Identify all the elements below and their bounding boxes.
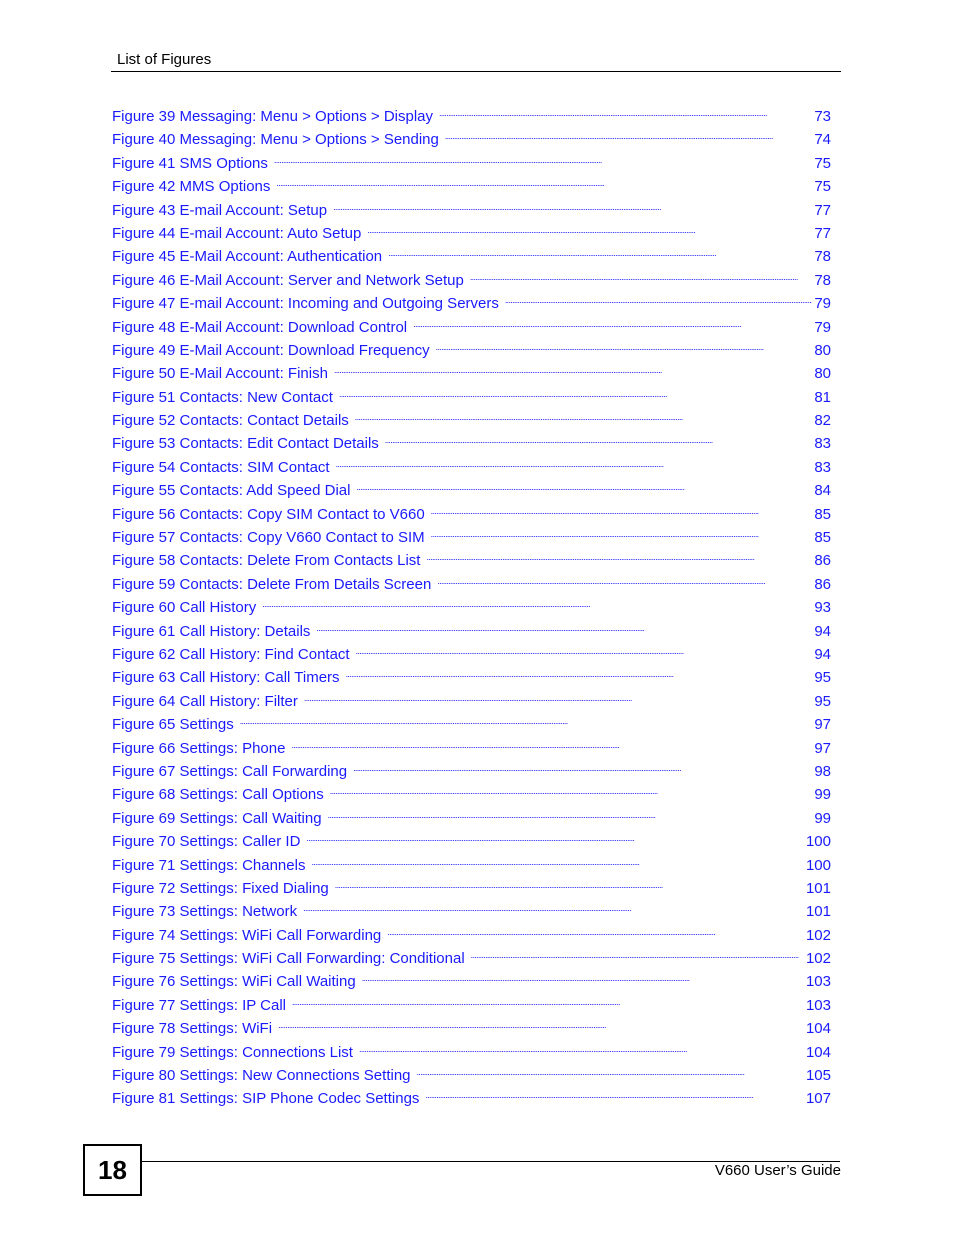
figure-link-label[interactable]: Figure 78 Settings: WiFi — [112, 1020, 273, 1038]
dot-leader — [436, 340, 813, 355]
figure-page-number[interactable]: 97 — [814, 716, 831, 734]
figure-link-label[interactable]: Figure 54 Contacts: SIM Contact — [112, 458, 330, 476]
figure-list-item[interactable] — [112, 784, 831, 807]
figure-link-label[interactable]: Figure 80 Settings: New Connections Setting — [112, 1067, 411, 1085]
dot-leader — [330, 784, 813, 799]
figure-link-label[interactable]: Figure 51 Contacts: New Contact — [112, 388, 333, 406]
figure-list-item[interactable] — [112, 317, 831, 340]
figure-page-number[interactable]: 84 — [814, 482, 831, 500]
figure-list-item[interactable] — [112, 527, 831, 550]
dot-leader — [437, 574, 812, 589]
figure-link-label[interactable]: Figure 73 Settings: Network — [112, 903, 298, 921]
figure-page-number[interactable]: 79 — [814, 295, 831, 313]
dot-leader — [346, 667, 813, 682]
dot-leader — [274, 153, 812, 168]
figure-page-number[interactable]: 98 — [814, 762, 831, 780]
figure-page-number[interactable]: 100 — [805, 856, 831, 874]
figure-page-number[interactable]: 77 — [814, 201, 831, 219]
dot-leader — [278, 1018, 804, 1033]
figure-link-label[interactable]: Figure 42 MMS Options — [112, 178, 271, 196]
figure-link-label[interactable]: Figure 57 Contacts: Copy V660 Contact to SIM — [112, 529, 425, 547]
figure-page-number[interactable]: 77 — [814, 224, 831, 242]
dot-leader — [471, 948, 804, 963]
figure-list-item[interactable] — [112, 855, 831, 878]
page-number-box — [83, 1144, 142, 1196]
figure-list-item[interactable] — [112, 901, 831, 924]
dot-leader — [388, 246, 812, 261]
figure-link-label[interactable]: Figure 79 Settings: Connections List — [112, 1043, 353, 1061]
guide-title: V660 User’s Guide — [714, 1162, 841, 1179]
figure-link-label[interactable]: Figure 67 Settings: Call Forwarding — [112, 762, 348, 780]
figure-link-label[interactable]: Figure 77 Settings: IP Call — [112, 996, 286, 1014]
dot-leader — [311, 855, 804, 870]
figure-page-number[interactable]: 93 — [814, 599, 831, 617]
dot-leader — [292, 995, 804, 1010]
figure-list-item[interactable] — [112, 597, 831, 620]
dot-leader — [334, 363, 812, 378]
figure-page-number[interactable]: 101 — [805, 903, 831, 921]
dot-leader — [336, 457, 813, 472]
figure-link-label[interactable]: Figure 53 Contacts: Edit Contact Details — [112, 435, 379, 453]
figure-list-item[interactable] — [112, 480, 831, 503]
figure-list-item[interactable] — [112, 925, 831, 948]
figure-list-item[interactable] — [112, 1065, 831, 1088]
figure-page-number[interactable]: 83 — [814, 435, 831, 453]
dot-leader — [505, 293, 812, 308]
dot-leader — [431, 504, 813, 519]
figure-list-item[interactable] — [112, 153, 831, 176]
dot-leader — [417, 1065, 804, 1080]
figure-link-label[interactable]: Figure 71 Settings: Channels — [112, 856, 306, 874]
figure-link-label[interactable]: Figure 50 E-Mail Account: Finish — [112, 365, 328, 383]
figure-page-number[interactable]: 101 — [805, 879, 831, 897]
dot-leader — [355, 410, 813, 425]
figure-list-item[interactable] — [112, 808, 831, 831]
figure-page-number[interactable]: 94 — [814, 622, 831, 640]
figure-page-number[interactable]: 75 — [814, 178, 831, 196]
dot-leader — [356, 480, 812, 495]
figure-link-label[interactable]: Figure 39 Messaging: Menu > Options > Display — [112, 108, 433, 125]
figure-list-item[interactable] — [112, 831, 831, 854]
dot-leader — [426, 550, 812, 565]
figure-list-item[interactable] — [112, 387, 831, 410]
figure-link-label[interactable]: Figure 60 Call History — [112, 599, 257, 617]
figure-link-label[interactable]: Figure 45 E-Mail Account: Authentication — [112, 248, 383, 266]
figure-list-item[interactable] — [112, 550, 831, 573]
dot-leader — [431, 527, 813, 542]
figure-link-label[interactable]: Figure 72 Settings: Fixed Dialing — [112, 879, 329, 897]
figure-page-number[interactable]: 86 — [814, 552, 831, 570]
figure-page-number[interactable]: 103 — [805, 996, 831, 1014]
dot-leader — [339, 387, 812, 402]
figure-page-number[interactable]: 107 — [805, 1090, 831, 1108]
figure-link-label[interactable]: Figure 69 Settings: Call Waiting — [112, 809, 322, 827]
dot-leader — [362, 971, 804, 986]
dot-leader — [304, 691, 812, 706]
figure-page-number[interactable]: 104 — [805, 1043, 831, 1061]
figure-list-item[interactable] — [112, 106, 831, 129]
figure-page-number[interactable]: 85 — [814, 529, 831, 547]
figure-page-number[interactable]: 100 — [805, 833, 831, 851]
figure-page-number[interactable]: 85 — [814, 505, 831, 523]
figure-list-item[interactable] — [112, 761, 831, 784]
figure-page-number[interactable]: 82 — [814, 412, 831, 430]
figure-link-label[interactable]: Figure 43 E-mail Account: Setup — [112, 201, 328, 219]
figure-list-item[interactable] — [112, 574, 831, 597]
figure-list-item[interactable] — [112, 246, 831, 269]
figure-page-number[interactable]: 73 — [814, 108, 831, 125]
figure-page-number[interactable]: 83 — [814, 458, 831, 476]
figure-page-number[interactable]: 103 — [805, 973, 831, 991]
figure-page-number[interactable]: 78 — [814, 271, 831, 289]
page-number: 18 — [98, 1154, 127, 1185]
figure-link-label[interactable]: Figure 55 Contacts: Add Speed Dial — [112, 482, 351, 500]
figure-page-number[interactable]: 104 — [805, 1020, 831, 1038]
figure-link-label[interactable]: Figure 40 Messaging: Menu > Options > Sending — [112, 131, 439, 149]
figure-link-label[interactable]: Figure 81 Settings: SIP Phone Codec Settings — [112, 1090, 420, 1108]
figure-link-label[interactable]: Figure 48 E-Mail Account: Download Control — [112, 318, 408, 336]
figure-list-item[interactable] — [112, 738, 831, 761]
figure-list-item[interactable] — [112, 971, 831, 994]
figure-page-number[interactable]: 97 — [814, 739, 831, 757]
figure-list-item[interactable] — [112, 1018, 831, 1041]
figure-list-item[interactable] — [112, 129, 831, 152]
figure-link-label[interactable]: Figure 70 Settings: Caller ID — [112, 833, 301, 851]
figure-page-number[interactable]: 99 — [814, 786, 831, 804]
figure-link-label[interactable]: Figure 74 Settings: WiFi Call Forwarding — [112, 926, 382, 944]
dot-leader — [291, 738, 812, 753]
figure-page-number[interactable]: 80 — [814, 341, 831, 359]
figure-link-label[interactable]: Figure 46 E-Mail Account: Server and Network Setup — [112, 271, 464, 289]
dot-leader — [425, 1088, 804, 1103]
figure-page-number[interactable]: 99 — [814, 809, 831, 827]
figure-link-label[interactable]: Figure 66 Settings: Phone — [112, 739, 286, 757]
figure-list-item[interactable] — [112, 878, 831, 901]
figure-list-item[interactable] — [112, 200, 831, 223]
figure-link-label[interactable]: Figure 52 Contacts: Contact Details — [112, 412, 349, 430]
figure-list-item[interactable] — [112, 1042, 831, 1065]
figure-link-label[interactable]: Figure 65 Settings — [112, 716, 234, 734]
figure-link-label[interactable]: Figure 41 SMS Options — [112, 154, 268, 172]
figure-page-number[interactable]: 74 — [814, 131, 831, 149]
figure-list-item[interactable] — [112, 410, 831, 433]
figure-list-item[interactable] — [112, 714, 831, 737]
figure-page-number[interactable]: 75 — [814, 154, 831, 172]
figure-list-item[interactable] — [112, 504, 831, 527]
dot-leader — [445, 129, 812, 144]
figure-link-label[interactable]: Figure 56 Contacts: Copy SIM Contact to V660 — [112, 505, 425, 523]
figure-link-label[interactable]: Figure 76 Settings: WiFi Call Waiting — [112, 973, 356, 991]
figure-list-item[interactable] — [112, 621, 831, 644]
figure-list — [112, 106, 831, 1112]
figure-page-number[interactable]: 105 — [805, 1067, 831, 1085]
figure-list-item[interactable] — [112, 363, 831, 386]
figure-link-label[interactable]: Figure 58 Contacts: Delete From Contacts List — [112, 552, 421, 570]
dot-leader — [303, 901, 804, 916]
dot-leader — [439, 106, 812, 121]
dot-leader — [240, 714, 813, 729]
figure-list-item[interactable] — [112, 340, 831, 363]
dot-leader — [367, 223, 812, 238]
dot-leader — [316, 621, 812, 636]
dot-leader — [413, 317, 812, 332]
figure-page-number[interactable]: 78 — [814, 248, 831, 266]
figure-list-item[interactable] — [112, 433, 831, 456]
figure-link-label[interactable]: Figure 64 Call History: Filter — [112, 692, 298, 710]
figure-page-number[interactable]: 102 — [805, 926, 831, 944]
figure-page-number[interactable]: 95 — [814, 692, 831, 710]
dot-leader — [328, 808, 813, 823]
figure-link-label[interactable]: Figure 59 Contacts: Delete From Details Screen — [112, 575, 432, 593]
figure-list-item[interactable] — [112, 270, 831, 293]
figure-link-label[interactable]: Figure 68 Settings: Call Options — [112, 786, 324, 804]
header-divider — [111, 71, 841, 72]
figure-list-item[interactable] — [112, 667, 831, 690]
dot-leader — [470, 270, 812, 285]
figure-link-label[interactable]: Figure 61 Call History: Details — [112, 622, 311, 640]
figure-page-number[interactable]: 86 — [814, 575, 831, 593]
dot-leader — [262, 597, 812, 612]
figure-page-number[interactable]: 79 — [814, 318, 831, 336]
figure-link-label[interactable]: Figure 47 E-mail Account: Incoming and Outgoing Servers — [112, 295, 499, 313]
figure-page-number[interactable]: 81 — [814, 388, 831, 406]
dot-leader — [333, 200, 812, 215]
dot-leader — [385, 433, 813, 448]
dot-leader — [306, 831, 804, 846]
figure-list-item[interactable] — [112, 691, 831, 714]
figure-link-label[interactable]: Figure 75 Settings: WiFi Call Forwarding: Conditional — [112, 950, 465, 968]
figure-list-item[interactable] — [112, 948, 831, 971]
figure-link-label[interactable]: Figure 63 Call History: Call Timers — [112, 669, 340, 687]
dot-leader — [353, 761, 812, 776]
figure-page-number[interactable]: 102 — [805, 950, 831, 968]
figure-list-item[interactable] — [112, 293, 831, 316]
figure-page-number[interactable]: 80 — [814, 365, 831, 383]
dot-leader — [387, 925, 804, 940]
dot-leader — [359, 1042, 804, 1057]
dot-leader — [335, 878, 804, 893]
figure-link-label[interactable]: Figure 62 Call History: Find Contact — [112, 645, 350, 663]
figure-list-item[interactable] — [112, 1088, 831, 1111]
dot-leader — [356, 644, 813, 659]
figure-page-number[interactable]: 95 — [814, 669, 831, 687]
figure-page-number[interactable]: 94 — [814, 645, 831, 663]
figure-list-item[interactable] — [112, 644, 831, 667]
section-title: List of Figures — [117, 51, 212, 68]
dot-leader — [276, 176, 812, 191]
figure-list-item[interactable] — [112, 176, 831, 199]
figure-link-label[interactable]: Figure 44 E-mail Account: Auto Setup — [112, 224, 362, 242]
figure-list-item[interactable] — [112, 995, 831, 1018]
figure-list-item[interactable] — [112, 457, 831, 480]
figure-link-label[interactable]: Figure 49 E-Mail Account: Download Frequency — [112, 341, 430, 359]
figure-list-item[interactable] — [112, 223, 831, 246]
